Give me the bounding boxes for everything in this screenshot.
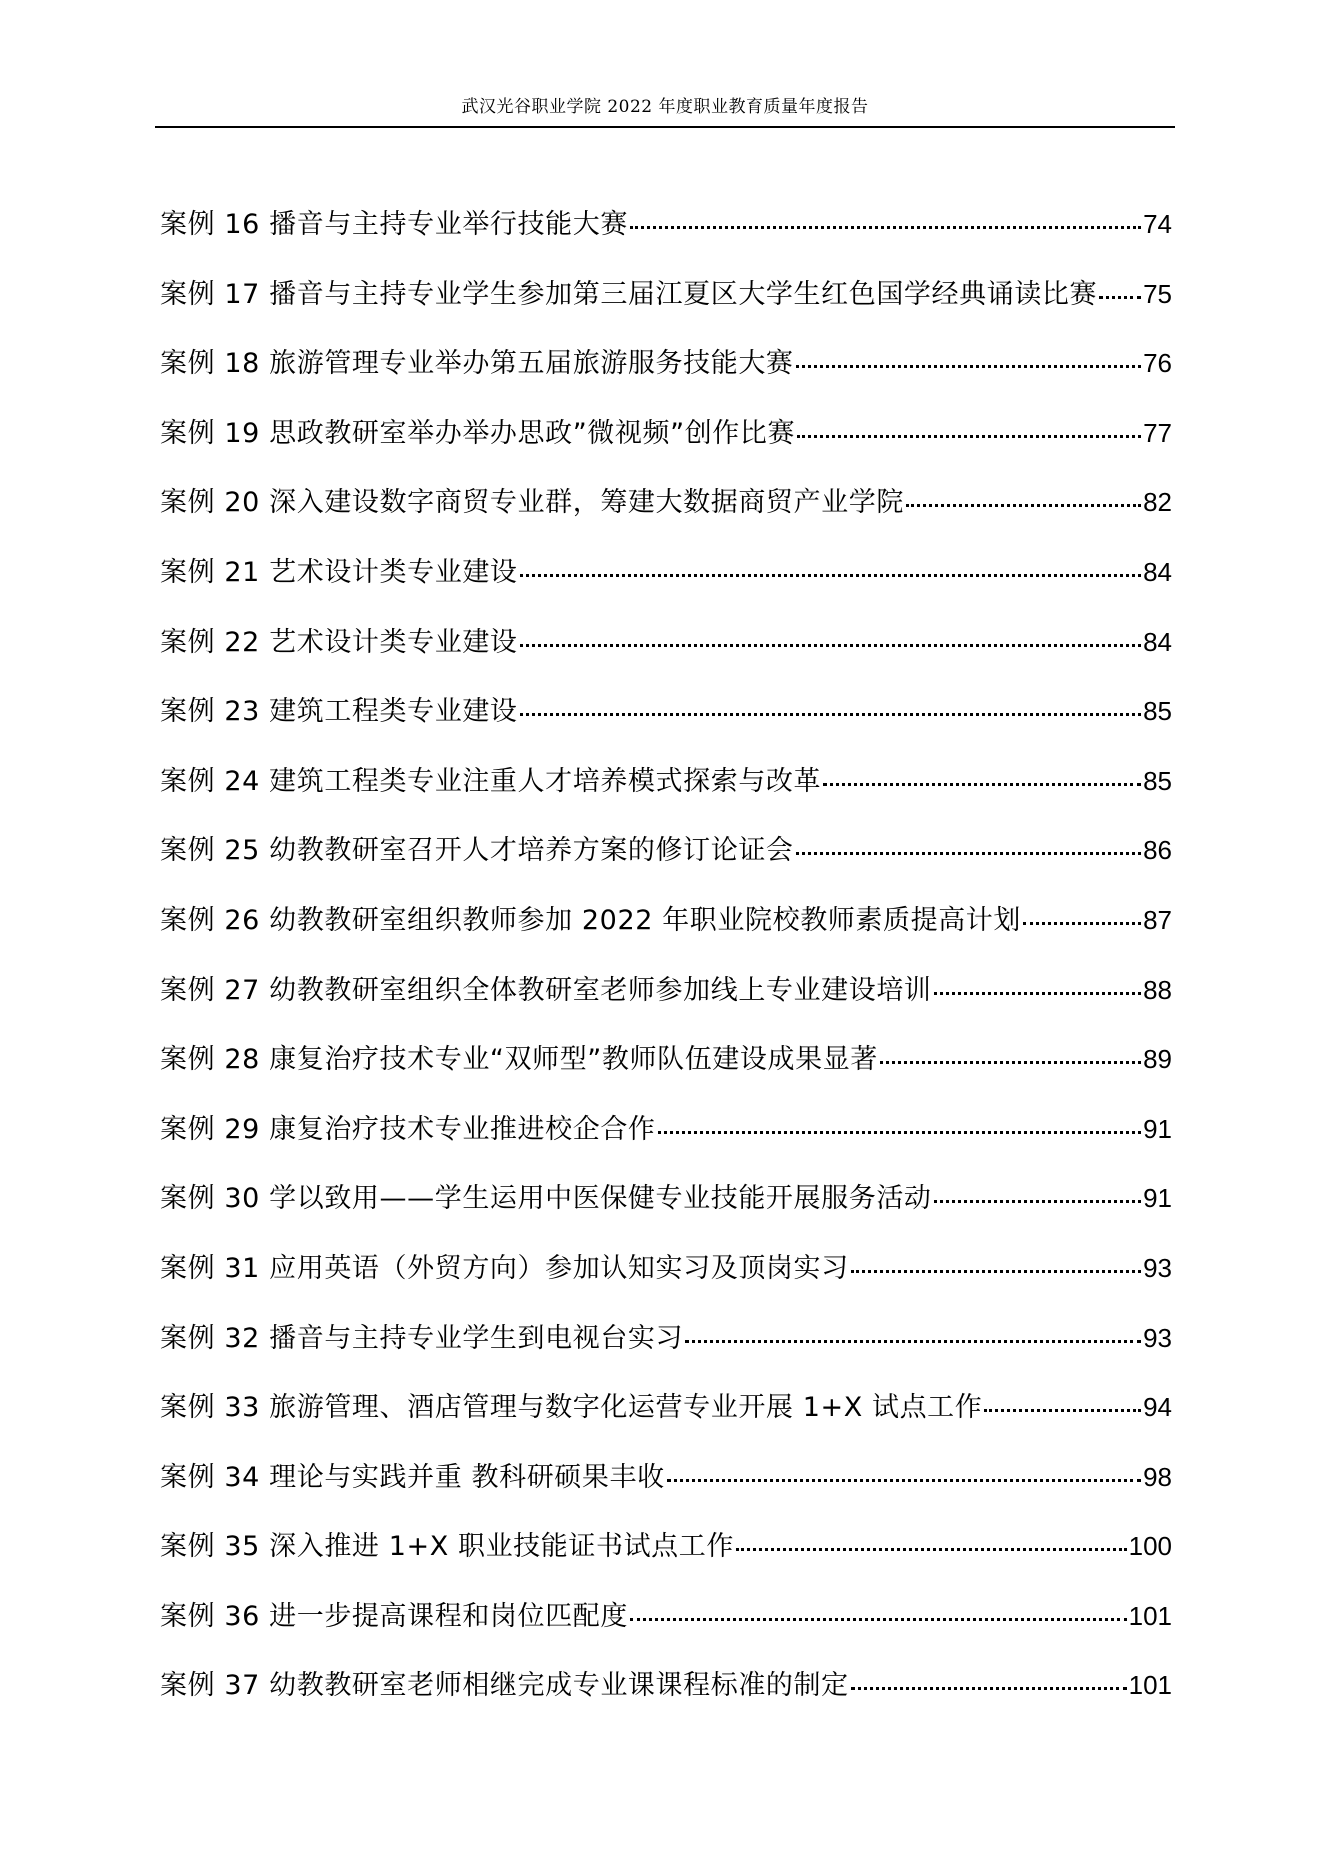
toc-entry-page-number: 88 xyxy=(1143,974,1172,1005)
page-header xyxy=(155,92,1175,128)
toc-entry-title: 案例 18 旅游管理专业举办第五届旅游服务技能大赛 xyxy=(160,348,794,380)
toc-entry-title: 案例 31 应用英语（外贸方向）参加认知实习及顶岗实习 xyxy=(160,1252,849,1284)
toc-entry[interactable] xyxy=(160,1109,1172,1179)
toc-entry[interactable] xyxy=(160,691,1172,761)
toc-entry[interactable] xyxy=(160,622,1172,692)
toc-entry-page-number: 91 xyxy=(1143,1113,1172,1144)
toc-entry-title: 案例 32 播音与主持专业学生到电视台实习 xyxy=(160,1322,684,1354)
toc-entry-page-number: 85 xyxy=(1143,765,1172,796)
toc-dot-leader xyxy=(1023,922,1141,925)
toc-entry[interactable] xyxy=(160,1596,1172,1666)
toc-entry-page-number: 76 xyxy=(1143,348,1172,379)
toc-dot-leader xyxy=(520,574,1142,577)
toc-entry-title: 案例 34 理论与实践并重 教科研硕果丰收 xyxy=(160,1461,665,1493)
toc-entry[interactable] xyxy=(160,1318,1172,1388)
toc-entry[interactable] xyxy=(160,343,1172,413)
toc-entry-page-number: 84 xyxy=(1143,556,1172,587)
toc-entry[interactable] xyxy=(160,274,1172,344)
toc-entry-page-number: 101 xyxy=(1128,1600,1172,1631)
toc-entry-page-number: 98 xyxy=(1143,1461,1172,1492)
toc-entry-page-number: 86 xyxy=(1143,835,1172,866)
toc-entry-page-number: 93 xyxy=(1143,1252,1172,1283)
toc-entry-title: 案例 29 康复治疗技术专业推进校企合作 xyxy=(160,1113,656,1145)
toc-dot-leader xyxy=(796,365,1142,368)
toc-entry[interactable] xyxy=(160,1387,1172,1457)
toc-dot-leader xyxy=(667,1479,1141,1482)
toc-dot-leader xyxy=(630,226,1141,229)
toc-entry[interactable] xyxy=(160,830,1172,900)
toc-entry-page-number: 89 xyxy=(1143,1044,1172,1075)
report-title: 武汉光谷职业学院 2022 年度职业教育质量年度报告 xyxy=(461,97,869,117)
toc-dot-leader xyxy=(797,435,1141,438)
toc-entry-title: 案例 16 播音与主持专业举行技能大赛 xyxy=(160,209,628,240)
toc-entry-page-number: 85 xyxy=(1143,696,1172,727)
table-of-contents xyxy=(160,204,1172,1735)
toc-entry-page-number: 91 xyxy=(1143,1183,1172,1214)
toc-entry-title: 案例 36 进一步提高课程和岗位匹配度 xyxy=(160,1600,628,1632)
toc-entry[interactable] xyxy=(160,1457,1172,1527)
toc-entry-page-number: 94 xyxy=(1143,1392,1172,1423)
toc-entry-title: 案例 30 学以致用——学生运用中医保健专业技能开展服务活动 xyxy=(160,1183,932,1215)
toc-entry-title: 案例 17 播音与主持专业学生参加第三届江夏区大学生红色国学经典诵读比赛 xyxy=(160,278,1098,310)
toc-entry[interactable] xyxy=(160,970,1172,1040)
toc-entry[interactable] xyxy=(160,900,1172,970)
toc-dot-leader xyxy=(520,713,1142,716)
toc-entry[interactable] xyxy=(160,1248,1172,1318)
toc-dot-leader xyxy=(796,852,1142,855)
toc-entry[interactable] xyxy=(160,1526,1172,1596)
toc-dot-leader xyxy=(1099,296,1141,299)
toc-dot-leader xyxy=(520,644,1142,647)
toc-entry-title: 案例 19 思政教研室举办举办思政”微视频”创作比赛 xyxy=(160,417,796,449)
toc-entry-title: 案例 24 建筑工程类专业注重人才培养模式探索与改革 xyxy=(160,765,822,797)
toc-entry-page-number: 84 xyxy=(1143,626,1172,657)
toc-dot-leader xyxy=(685,1340,1141,1343)
toc-dot-leader xyxy=(984,1409,1141,1412)
toc-entry[interactable] xyxy=(160,761,1172,831)
toc-dot-leader xyxy=(880,1061,1141,1064)
toc-entry-page-number: 74 xyxy=(1143,209,1172,239)
toc-entry[interactable] xyxy=(160,1665,1172,1735)
toc-entry-page-number: 93 xyxy=(1143,1322,1172,1353)
toc-entry[interactable] xyxy=(160,1178,1172,1248)
toc-dot-leader xyxy=(658,1131,1142,1134)
toc-dot-leader xyxy=(934,1200,1142,1203)
toc-dot-leader xyxy=(851,1687,1127,1690)
toc-entry-title: 案例 28 康复治疗技术专业“双师型”教师队伍建设成果显著 xyxy=(160,1044,878,1076)
toc-entry-page-number: 75 xyxy=(1143,278,1172,309)
toc-entry[interactable] xyxy=(160,1039,1172,1109)
toc-entry-title: 案例 26 幼教教研室组织教师参加 2022 年职业院校教师素质提高计划 xyxy=(160,904,1021,936)
toc-entry-page-number: 77 xyxy=(1143,417,1172,448)
toc-entry-title: 案例 27 幼教教研室组织全体教研室老师参加线上专业建设培训 xyxy=(160,974,932,1006)
toc-entry-title: 案例 23 建筑工程类专业建设 xyxy=(160,696,518,728)
toc-dot-leader xyxy=(906,504,1141,507)
toc-dot-leader xyxy=(736,1548,1127,1551)
toc-entry-page-number: 101 xyxy=(1128,1670,1172,1701)
toc-entry[interactable] xyxy=(160,204,1172,274)
toc-dot-leader xyxy=(851,1270,1141,1273)
toc-entry-title: 案例 33 旅游管理、酒店管理与数字化运营专业开展 1+X 试点工作 xyxy=(160,1392,983,1424)
toc-entry-title: 案例 22 艺术设计类专业建设 xyxy=(160,626,518,658)
toc-entry-page-number: 82 xyxy=(1143,487,1172,518)
toc-dot-leader xyxy=(630,1618,1127,1621)
toc-entry[interactable] xyxy=(160,482,1172,552)
toc-entry-page-number: 100 xyxy=(1128,1531,1172,1562)
toc-entry-title: 案例 37 幼教教研室老师相继完成专业课课程标准的制定 xyxy=(160,1670,849,1702)
toc-entry-page-number: 87 xyxy=(1143,904,1172,935)
toc-dot-leader xyxy=(823,783,1141,786)
toc-entry-title: 案例 25 幼教教研室召开人才培养方案的修订论证会 xyxy=(160,835,794,867)
toc-entry[interactable] xyxy=(160,413,1172,483)
toc-entry-title: 案例 20 深入建设数字商贸专业群，筹建大数据商贸产业学院 xyxy=(160,487,904,519)
toc-entry-title: 案例 35 深入推进 1+X 职业技能证书试点工作 xyxy=(160,1531,734,1563)
toc-dot-leader xyxy=(934,992,1142,995)
toc-entry-title: 案例 21 艺术设计类专业建设 xyxy=(160,556,518,588)
toc-entry[interactable] xyxy=(160,552,1172,622)
